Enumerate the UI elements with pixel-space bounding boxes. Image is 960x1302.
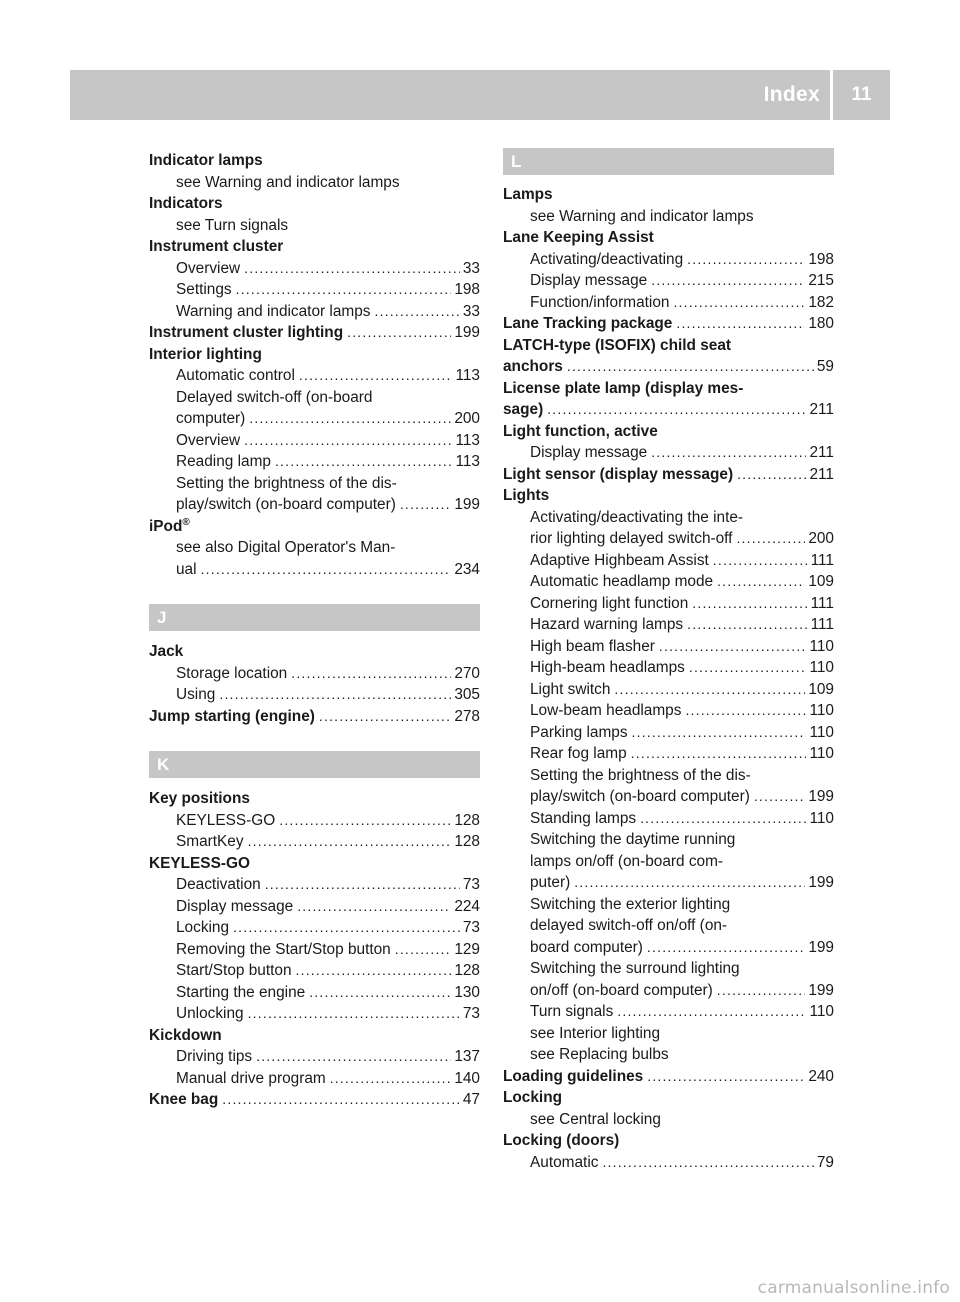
index-entry: LATCH-type (ISOFIX) child seat xyxy=(503,336,732,354)
index-subentry: Low-beam headlamps ..... 110 xyxy=(503,700,834,722)
index-entry: Jump starting (engine) ..... 278 xyxy=(149,706,480,728)
index-entry: Locking (doors) xyxy=(503,1132,620,1149)
index-subentry: lamps on/off (on-board com- xyxy=(530,852,724,870)
index-entry: License plate lamp (display mes- xyxy=(503,379,744,397)
index-subentry: see Interior lighting xyxy=(530,1024,661,1042)
index-subentry: Activating/deactivating ..... 198 xyxy=(503,249,834,271)
index-entry: Indicators xyxy=(149,195,223,212)
index-subentry: Reading lamp ..... 113 xyxy=(149,451,480,473)
page-number: 11 xyxy=(851,84,872,105)
index-subentry: on/off (on-board computer) ..... 199 xyxy=(503,980,834,1002)
index-subentry: rior lighting delayed switch-off ..... 200 xyxy=(503,528,834,550)
index-entry: Loading guidelines ..... 240 xyxy=(503,1066,834,1088)
header-band xyxy=(70,70,890,120)
index-entry: Light function, active xyxy=(503,422,658,440)
index-subentry: Locking ..... 73 xyxy=(149,917,480,939)
index-subentry: Parking lamps ..... 110 xyxy=(503,722,834,744)
index-subentry: Turn signals ..... 110 xyxy=(503,1001,834,1023)
index-entry: Lights xyxy=(503,487,550,504)
index-subentry: Starting the engine ..... 130 xyxy=(149,982,480,1004)
index-subentry: puter) ..... 199 xyxy=(503,872,834,894)
index-entry: iPod® xyxy=(149,516,190,535)
index-entry: Lane Keeping Assist xyxy=(503,229,654,246)
index-subentry: board computer) ..... 199 xyxy=(503,937,834,959)
index-subentry: Cornering light function ..... 111 xyxy=(503,593,834,615)
index-subentry: Display message ..... 224 xyxy=(149,896,480,918)
index-subentry: Rear fog lamp ..... 110 xyxy=(503,743,834,765)
index-subentry: Manual drive program ..... 140 xyxy=(149,1068,480,1090)
index-entry: Indicator lamps xyxy=(149,152,263,169)
index-subentry: Overview ..... 113 xyxy=(149,430,480,452)
index-subentry: Display message ..... 211 xyxy=(503,442,834,464)
index-subentry: Settings ..... 198 xyxy=(149,279,480,301)
index-subentry: Light switch ..... 109 xyxy=(503,679,834,701)
letter-heading-l: L xyxy=(503,148,834,175)
letter-heading-j: J xyxy=(149,604,480,631)
index-subentry: see Warning and indicator lamps xyxy=(530,207,754,225)
index-subentry: Function/information ..... 182 xyxy=(503,292,834,314)
index-entry: Instrument cluster lighting ..... 199 xyxy=(149,322,480,344)
index-column-left xyxy=(149,150,480,1111)
section-title: Index xyxy=(763,83,820,106)
index-subentry: Automatic control ..... 113 xyxy=(149,365,480,387)
index-subentry: Start/Stop button ..... 128 xyxy=(149,960,480,982)
index-entry: sage) ..... 211 xyxy=(503,399,834,421)
index-subentry: SmartKey ..... 128 xyxy=(149,831,480,853)
index-subentry: KEYLESS-GO ..... 128 xyxy=(149,810,480,832)
index-subentry: play/switch (on-board computer) ..... 199 xyxy=(503,786,834,808)
index-subentry: see Central locking xyxy=(530,1110,661,1128)
index-subentry: Setting the brightness of the dis- xyxy=(176,474,397,492)
index-subentry: computer) ..... 200 xyxy=(149,408,480,430)
index-subentry: Switching the surround lighting xyxy=(530,960,740,977)
index-column-right xyxy=(503,150,834,1173)
index-subentry: delayed switch-off on/off (on- xyxy=(530,917,728,934)
index-subentry: Using ..... 305 xyxy=(149,684,480,706)
index-subentry: see Turn signals xyxy=(176,216,289,234)
index-subentry: Delayed switch-off (on-board xyxy=(176,388,373,406)
index-subentry: Adaptive Highbeam Assist ..... 111 xyxy=(503,550,834,572)
index-subentry: Automatic ..... 79 xyxy=(503,1152,834,1174)
index-subentry: Storage location ..... 270 xyxy=(149,663,480,685)
index-entry: Interior lighting xyxy=(149,345,262,363)
index-subentry: High-beam headlamps ..... 110 xyxy=(503,657,834,679)
index-entry: KEYLESS-GO xyxy=(149,854,250,872)
index-subentry: Setting the brightness of the dis- xyxy=(530,766,751,784)
index-subentry: Hazard warning lamps ..... 111 xyxy=(503,614,834,636)
index-entry: Light sensor (display message) ..... 211 xyxy=(503,464,834,486)
index-subentry: Deactivation ..... 73 xyxy=(149,874,480,896)
index-entry: Key positions xyxy=(149,790,250,807)
index-subentry: Automatic headlamp mode ..... 109 xyxy=(503,571,834,593)
index-subentry: Unlocking ..... 73 xyxy=(149,1003,480,1025)
index-subentry: Driving tips ..... 137 xyxy=(149,1046,480,1068)
index-subentry: Activating/deactivating the inte- xyxy=(530,508,744,526)
index-entry: Locking xyxy=(503,1089,562,1106)
index-subentry: Switching the exterior lighting xyxy=(530,895,731,913)
letter-heading-k: K xyxy=(149,751,480,778)
index-subentry: Standing lamps ..... 110 xyxy=(503,808,834,830)
watermark: carmanualsonline.info xyxy=(757,1278,950,1298)
index-subentry: Display message ..... 215 xyxy=(503,270,834,292)
index-subentry: Switching the daytime running xyxy=(530,831,736,848)
index-entry: anchors ..... 59 xyxy=(503,356,834,378)
index-subentry: play/switch (on-board computer) ..... 199 xyxy=(149,494,480,516)
index-subentry: Overview ..... 33 xyxy=(149,258,480,280)
index-entry: Jack xyxy=(149,643,184,660)
index-subentry: Warning and indicator lamps ..... 33 xyxy=(149,301,480,323)
index-subentry: Removing the Start/Stop button ..... 129 xyxy=(149,939,480,961)
index-subentry: see Warning and indicator lamps xyxy=(176,173,400,191)
index-subentry: High beam flasher ..... 110 xyxy=(503,636,834,658)
index-entry: Instrument cluster xyxy=(149,238,284,255)
index-subentry: see also Digital Operator's Man- xyxy=(176,539,396,556)
index-subentry: see Replacing bulbs xyxy=(530,1046,669,1063)
index-subentry: ual ..... 234 xyxy=(149,559,480,581)
index-entry: Lane Tracking package ..... 180 xyxy=(503,313,834,335)
index-entry: Knee bag ..... 47 xyxy=(149,1089,480,1111)
index-entry: Kickdown xyxy=(149,1026,222,1044)
index-entry: Lamps xyxy=(503,186,553,203)
